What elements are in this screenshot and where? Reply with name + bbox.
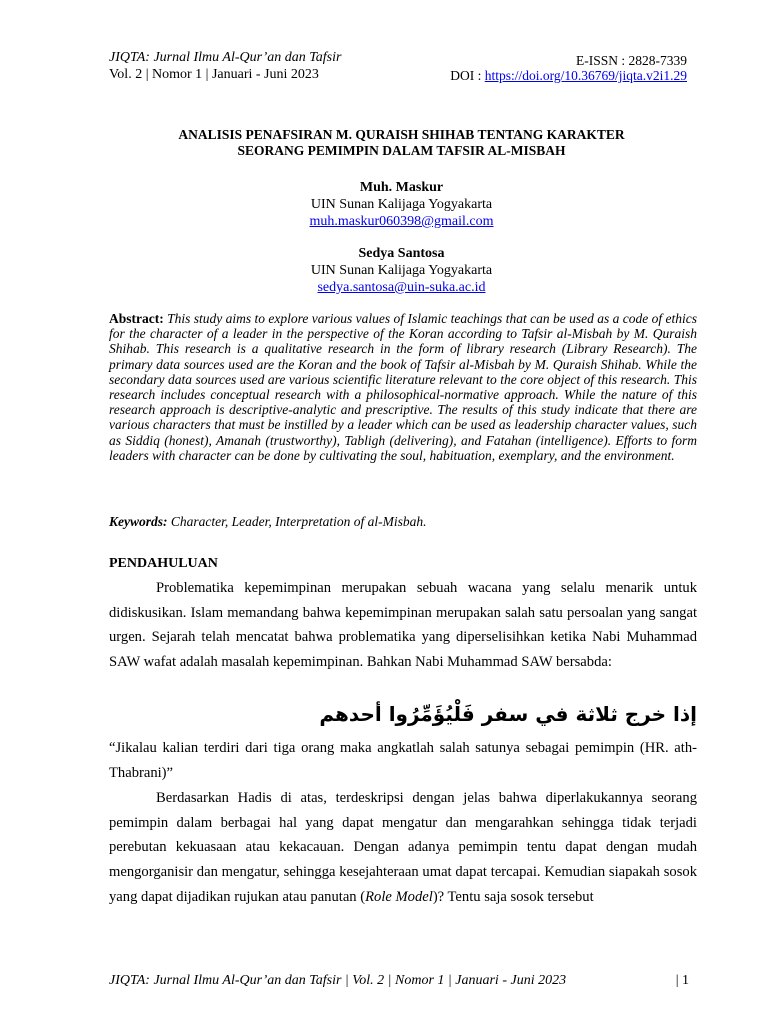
journal-volume: Vol. 2 | Nomor 1 | Januari - Juni 2023 xyxy=(109,67,319,82)
doi xyxy=(450,68,687,84)
page-number: | 1 xyxy=(675,973,689,988)
author-block-2 xyxy=(109,246,694,296)
journal-title: JIQTA: Jurnal Ilmu Al-Qur’an dan Tafsir xyxy=(109,50,342,65)
doi-link[interactable]: https://doi.org/10.36769/jiqta.v2i1.29 xyxy=(484,68,687,83)
article-title xyxy=(109,127,694,159)
author-name: Muh. Maskur xyxy=(359,180,444,195)
abstract-label: Abstract: xyxy=(109,311,164,326)
keywords-text: Character, Leader, Interpretation of al-Misbah. xyxy=(167,514,427,529)
keywords xyxy=(109,514,697,530)
section-heading: PENDAHULUAN xyxy=(109,556,218,571)
author-email[interactable]: sedya.santosa@uin-suka.ac.id xyxy=(317,280,486,295)
author-email[interactable]: muh.maskur060398@gmail.com xyxy=(309,214,494,229)
title-line-2: SEORANG PEMIMPIN DALAM TAFSIR AL-MISBAH xyxy=(237,143,566,158)
author-affiliation: UIN Sunan Kalijaga Yogyakarta xyxy=(310,263,493,278)
title-line-1: ANALISIS PENAFSIRAN M. QURAISH SHIHAB TENTANG KARAKTER xyxy=(178,127,625,142)
eissn: E-ISSN : 2828-7339 xyxy=(576,53,687,68)
abstract-text: This study aims to explore various values of Islamic teachings that can be used as a code of ethics for the character of a leader in the perspective of the Koran according to Tafsir al-Misbah by M. Quraish Shihab. This research is a qualitative research in the form of library research (Library Research). The primary data sources used are the Koran and the book of Tafsir al-Misbah by M. Quraish Shihab. While the secondary data sources used are various scientific literature relevant to the core object of this research. This research includes conceptual research with a philosophical-normative approach. While the nature of this research approach is descriptive-analytic and prescriptive. The results of this study indicate that there are various characters that must be instilled by a leader which can be used as leadership character values, such as Siddiq (honest), Amanah (trustworthy), Tabligh (delivering), and Fatahan (intelligence). Efforts to form leaders with character can be done by cultivating the soul, habituation, exemplary, and the environment. xyxy=(109,311,697,463)
paragraph-2-text: Berdasarkan Hadis di atas, terdeskripsi dengan jelas bahwa diperlakukannya seorang pemimpin dalam berbagai hal yang dapat mengatur dan mengarahkan sehingga tidak terjadi perebutan kekuasaan atau kekacauan. Dengan adanya pemimpin tentu dapat dengan mudah mengorganisir dan mengatur, sehingga kesejahteraan umat dapat tercapai. Kemudian siapakah sosok yang dapat dijadikan rujukan atau panutan ( xyxy=(109,790,697,905)
role-model-term: Role Model xyxy=(365,888,433,905)
abstract xyxy=(109,311,697,463)
hadith-translation: “Jikalau kalian terdiri dari tiga orang maka angkatlah salah satunya sebagai pemimpin (HR. ath-Thabrani)” xyxy=(109,740,697,781)
author-name: Sedya Santosa xyxy=(358,246,445,261)
footer-journal: JIQTA: Jurnal Ilmu Al-Qur’an dan Tafsir | Vol. 2 | Nomor 1 | Januari - Juni 2023 xyxy=(109,973,567,988)
paragraph-2 xyxy=(109,786,697,910)
author-affiliation: UIN Sunan Kalijaga Yogyakarta xyxy=(310,197,493,212)
author-block-1 xyxy=(109,180,694,230)
doi-label: DOI : xyxy=(450,68,485,83)
paragraph-2-text-end: )? Tentu saja sosok tersebut xyxy=(432,888,594,905)
paragraph-1: Problematika kepemimpinan merupakan sebuah wacana yang selalu menarik untuk didiskusikan. Islam memandang bahwa kepemimpinan merupakan salah satu persoalan yang sangat urgen. Sejarah telah mencatat bahwa problematika yang diperselisihkan ketika Nabi Muhammad SAW wafat adalah masalah kepemimpinan. Bahkan Nabi Muhammad SAW bersabda: xyxy=(109,580,697,671)
arabic-hadith: إذا خرج ثلاثة في سفر فَلْيُؤَمِّرُوا أحدهم xyxy=(319,702,697,726)
keywords-label: Keywords: xyxy=(109,514,168,529)
